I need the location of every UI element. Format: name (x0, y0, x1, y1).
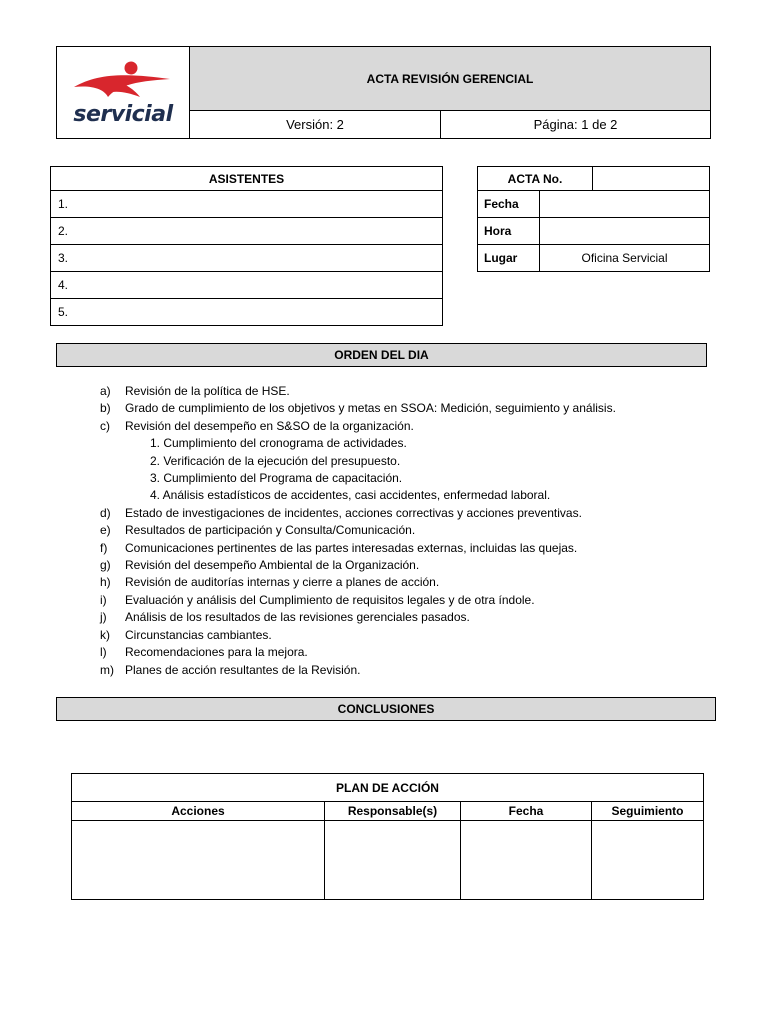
acta-number-field[interactable] (593, 167, 710, 191)
action-plan-table (71, 773, 704, 900)
responsable-cell[interactable] (325, 821, 461, 900)
list-item: m) Planes de acción resultantes de la Revisión. (100, 662, 361, 677)
action-plan-title: PLAN DE ACCIÓN (72, 774, 704, 802)
logo-text: servicial (73, 101, 173, 127)
list-item: 4. Análisis estadísticos de accidentes, casi accidentes, enfermedad laboral. (150, 488, 551, 503)
list-item: g) Revisión del desempeño Ambiental de la Organización. (100, 558, 420, 573)
list-item: a) Revisión de la política de HSE. (100, 384, 290, 398)
list-item: l) Recomendaciones para la mejora. (100, 645, 308, 660)
acta-info-table (477, 166, 710, 272)
acciones-cell[interactable] (72, 821, 325, 900)
attendee-row[interactable]: 4. (51, 272, 443, 299)
hora-label: Hora (478, 218, 540, 245)
list-item: f) Comunicaciones pertinentes de las partes interesadas externas, incluidas las quejas. (100, 540, 578, 555)
attendee-row[interactable]: 5. (51, 299, 443, 326)
list-item: e) Resultados de participación y Consulta/Comunicación. (100, 523, 416, 538)
attendee-row[interactable]: 1. (51, 191, 443, 218)
attendees-heading: ASISTENTES (51, 167, 443, 191)
fecha-cell[interactable] (461, 821, 592, 900)
page-number: Página: 1 de 2 (441, 111, 711, 139)
logo-cell (57, 47, 190, 139)
list-item: 2. Verificación de la ejecución del presupuesto. (150, 453, 401, 468)
lugar-label: Lugar (478, 245, 540, 272)
list-item: h) Revisión de auditorías internas y cierre a planes de acción. (100, 575, 440, 590)
hora-field[interactable] (540, 218, 710, 245)
agenda-heading: ORDEN DEL DIA (56, 343, 707, 367)
attendees-table (50, 166, 443, 326)
column-header-fecha: Fecha (461, 802, 592, 821)
servicial-logo-icon (68, 59, 178, 103)
lugar-field[interactable]: Oficina Servicial (540, 245, 710, 272)
list-item: d) Estado de investigaciones de incidentes, acciones correctivas y acciones preventivas. (100, 505, 582, 520)
column-header-seguimiento: Seguimiento (592, 802, 704, 821)
list-item: j) Análisis de los resultados de las revisiones gerenciales pasados. (100, 610, 470, 625)
column-header-responsable: Responsable(s) (325, 802, 461, 821)
list-item: c) Revisión del desempeño en S&SO de la organización. (100, 418, 414, 433)
fecha-label: Fecha (478, 191, 540, 218)
seguimiento-cell[interactable] (592, 821, 704, 900)
list-item: i) Evaluación y análisis del Cumplimiento de requisitos legales y de otra índole. (100, 592, 535, 607)
attendee-row[interactable]: 2. (51, 218, 443, 245)
list-item: 3. Cumplimiento del Programa de capacitación. (150, 471, 403, 486)
column-header-acciones: Acciones (72, 802, 325, 821)
conclusions-heading: CONCLUSIONES (56, 697, 716, 721)
list-item: 1. Cumplimiento del cronograma de actividades. (150, 436, 407, 451)
document-title: ACTA REVISIÓN GERENCIAL (190, 47, 711, 111)
fecha-field[interactable] (540, 191, 710, 218)
attendee-row[interactable]: 3. (51, 245, 443, 272)
document-header (56, 46, 711, 139)
acta-number-label: ACTA No. (478, 167, 593, 191)
version-label: Versión: 2 (190, 111, 441, 139)
agenda-list (100, 383, 720, 679)
list-item: k) Circunstancias cambiantes. (100, 627, 272, 642)
list-item: b) Grado de cumplimiento de los objetivos y metas en SSOA: Medición, seguimiento y análisis. (100, 401, 616, 416)
